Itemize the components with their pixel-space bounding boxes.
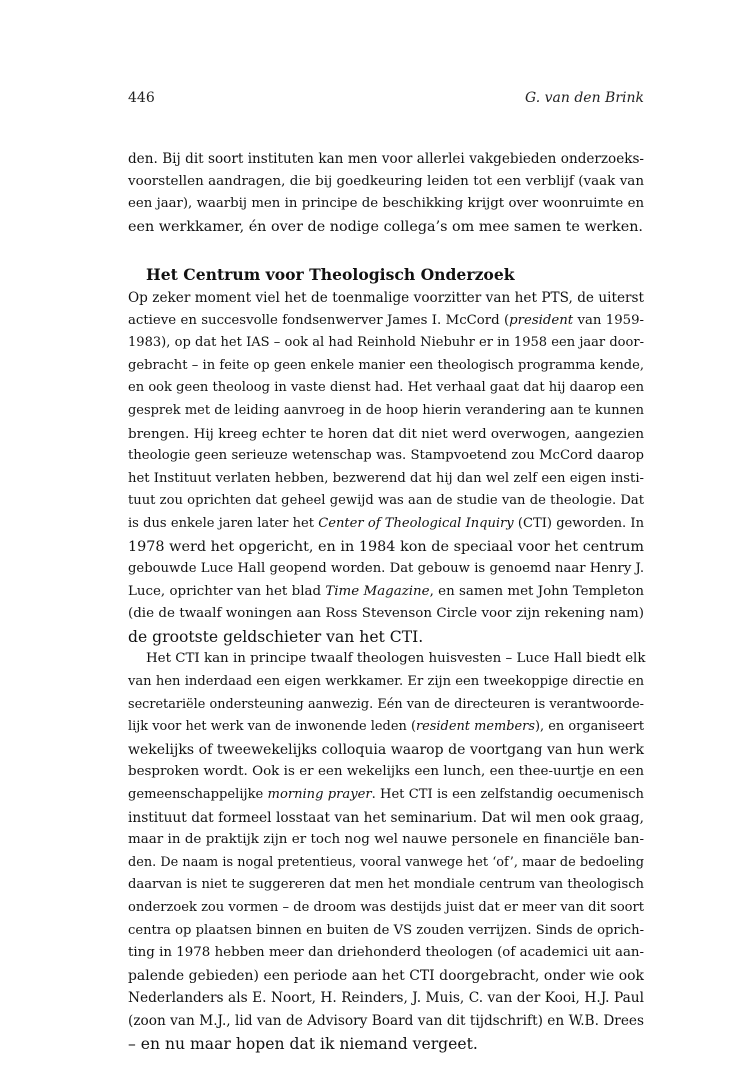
text-line: gemeenschappelijke morning prayer. Het CTI is een zelfstandig oecumenisch: [128, 787, 644, 803]
text-line: daarvan is niet te suggereren dat men het mondiale centrum van theologisch: [128, 877, 644, 893]
text-line: Het CTI kan in principe twaalf theologen huisvesten – Luce Hall biedt elk: [146, 651, 646, 667]
text-line: gebracht – in feite op geen enkele manier een theologisch programma kende,: [128, 357, 644, 373]
text-line: besproken wordt. Ook is er een wekelijks een lunch, een thee-uurtje en een: [128, 764, 644, 780]
body-text: [128, 148, 644, 1055]
emphasis: Time Magazine: [325, 583, 430, 599]
text-line: actieve en succesvolle fondsenwerver James I. McCord (president van 1959-: [128, 312, 644, 328]
text-line: den. De naam is nogal pretentieus, vooral vanwege het ‘of’, maar de bedoeling: [128, 854, 644, 870]
text-line: centra op plaatsen binnen en buiten de VS zouden verrijzen. Sinds de oprich-: [128, 922, 644, 938]
text-line: Luce, oprichter van het blad Time Magazine, en samen met John Templeton: [128, 583, 644, 599]
text-line: wekelijks of tweewekelijks colloquia waarop de voortgang van hun werk: [128, 741, 644, 758]
text-line: maar in de praktijk zijn er toch nog wel nauwe personele en financiële ban-: [128, 832, 644, 848]
text-line: 1983), op dat het IAS – ook al had Reinhold Niebuhr er in 1958 een jaar door-: [128, 335, 644, 351]
text-line: Nederlanders als E. Noort, H. Reinders, J. Muis, C. van der Kooi, H.J. Paul: [128, 990, 644, 1007]
section-heading: Het Centrum voor Theologisch Onderzoek: [146, 265, 515, 285]
text-line: het Instituut verlaten hebben, bezwerend dat hij dan wel zelf een eigen insti-: [128, 470, 644, 486]
text-line: van hen inderdaad een eigen werkkamer. Er zijn een tweekoppige directie en: [128, 674, 644, 690]
paragraph-intro: [128, 148, 644, 238]
text-line: gebouwde Luce Hall geopend worden. Dat gebouw is genoemd naar Henry J.: [128, 561, 644, 577]
text-line: (die de twaalf woningen aan Ross Stevenson Circle voor zijn rekening nam): [128, 606, 644, 622]
text-line: ting in 1978 hebben meer dan driehonderd theologen (of academici uit aan-: [128, 945, 644, 961]
text-line: instituut dat formeel losstaat van het seminarium. Dat wil men ook graag,: [128, 809, 644, 826]
text-line: den. Bij dit soort instituten kan men voor allerlei vakgebieden onderzoeks-: [128, 151, 644, 167]
emphasis: president: [509, 312, 574, 328]
paragraph-cti-today: [128, 648, 644, 1055]
text-line: (zoon van M.J., lid van de Advisory Board van dit tijdschrift) en W.B. Drees: [128, 1012, 644, 1029]
text-line: brengen. Hij kreeg echter te horen dat dit niet werd overwogen, aangezien: [128, 425, 644, 442]
text-line: secretariële ondersteuning aanwezig. Eén van de directeuren is verantwoorde-: [128, 696, 644, 712]
text-line: Op zeker moment viel het de toenmalige voorzitter van het PTS, de uiterst: [128, 289, 644, 306]
emphasis: morning prayer: [267, 787, 372, 803]
text-line: en ook geen theoloog in vaste dienst had. Het verhaal gaat dat hij daarop een: [128, 380, 644, 396]
text-line: lijk voor het werk van de inwonende leden (resident members), en organiseert: [128, 719, 644, 735]
text-line: een jaar), waarbij men in principe de beschikking krijgt over woonruimte en: [128, 196, 644, 212]
emphasis: Center of Theological Inquiry: [318, 515, 514, 531]
running-head-author: G. van den Brink: [525, 90, 644, 106]
text-line: theologie geen serieuze wetenschap was. Stampvoetend zou McCord daarop: [128, 448, 644, 464]
paragraph-cti-origin: [128, 287, 644, 649]
text-line: gesprek met de leiding aanvroeg in de hoop hierin verandering aan te kunnen: [128, 402, 644, 418]
text-line: de grootste geldschieter van het CTI.: [128, 627, 424, 646]
text-line: voorstellen aandragen, die bij goedkeuring leiden tot een verblijf (vaak van: [128, 173, 644, 189]
text-line: een werkkamer, én over de nodige collega’s om mee samen te werken.: [128, 218, 643, 235]
running-head: [128, 90, 644, 112]
text-line: onderzoek zou vormen – de droom was destijds juist dat er meer van dit soort: [128, 900, 644, 915]
text-line: – en nu maar hopen dat ik niemand vergeet.: [128, 1034, 478, 1053]
page-number: 446: [128, 90, 155, 106]
text-line: is dus enkele jaren later het Center of Theological Inquiry (CTI) geworden. In: [128, 515, 644, 531]
emphasis: resident members: [416, 719, 535, 735]
text-line: 1978 werd het opgericht, en in 1984 kon de speciaal voor het centrum: [128, 538, 644, 555]
text-line: palende gebieden) een periode aan het CTI doorgebracht, onder wie ook: [128, 967, 644, 984]
text-line: tuut zou oprichten dat geheel gewijd was aan de studie van de theologie. Dat: [128, 493, 644, 509]
